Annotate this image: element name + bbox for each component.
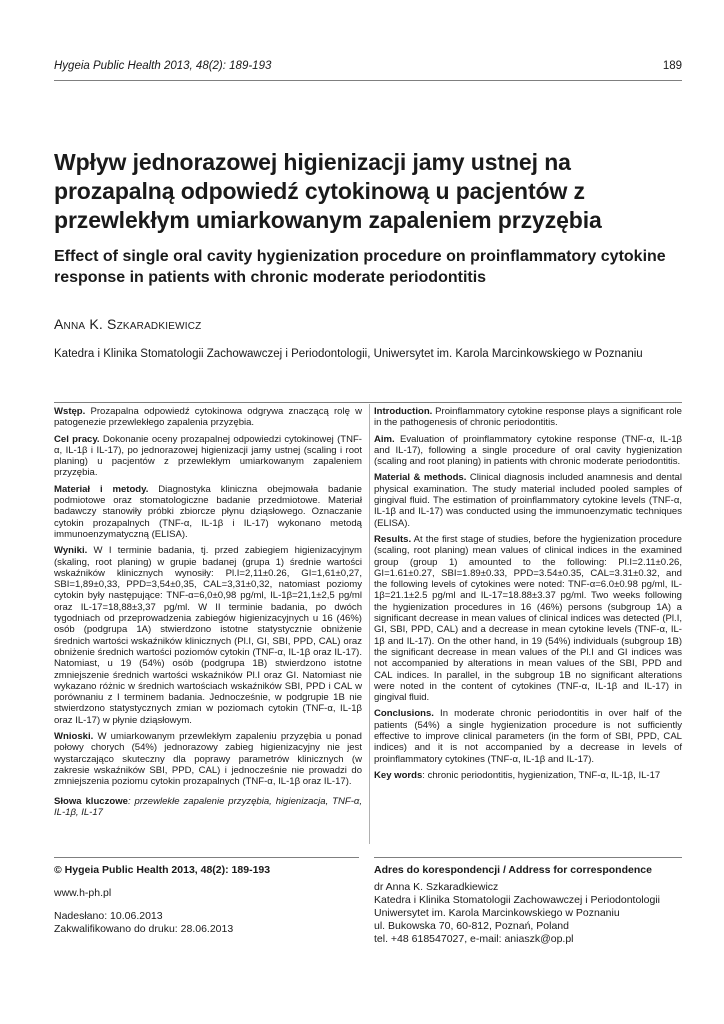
abstract-column-divider xyxy=(369,404,370,844)
keywords-label: Key words xyxy=(374,769,423,781)
abstract-pl-conclusions xyxy=(54,731,362,787)
abstract-en-conclusions xyxy=(374,708,682,764)
section-label: Results. xyxy=(374,533,412,545)
correspondence-line: ul. Bukowska 70, 60-812, Poznań, Poland xyxy=(374,920,569,932)
section-text: Evaluation of proinflammatory cytokine response (TNF-α, IL-1β and IL-17), following a single procedure of oral cavity hygienization (scaling and root planing) in patients with chronic moderate periodontitis. xyxy=(374,433,682,468)
abstract-pl-intro xyxy=(54,406,362,429)
section-label: Materiał i metody. xyxy=(54,483,149,495)
abstract-polish xyxy=(54,406,362,823)
section-label: Aim. xyxy=(374,433,395,445)
page-number: 189 xyxy=(662,60,682,72)
section-text: Diagnostyka kliniczna obejmowała badanie podmiotowe oraz stomatologiczne badanie przedmiotowe. Materiał badawczy stanowiły próbki zbiorcze płynu dziąsłowego. Oznaczanie cytokin prozapalnych (TNF-α, IL-1β i IL-17) wykonano metodą immunoenzymatyczną (ELISA). xyxy=(54,483,362,540)
section-label: Introduction. xyxy=(374,406,433,417)
abstract-en-methods xyxy=(374,472,682,528)
abstract-en-intro xyxy=(374,406,682,429)
correspondence-address xyxy=(374,864,682,946)
correspondence-line: dr Anna K. Szkaradkiewicz xyxy=(374,881,499,893)
footer-rule-left xyxy=(54,857,359,858)
section-text: Clinical diagnosis included anamnesis and dental physical examination. The study material included pooled samples of gingival fluid. The estimation of proinflammatory cytokine levels (TNF-α, IL-1β and IL-17) was conducted using the immunoenzymatic techniques (ELISA). xyxy=(374,472,682,529)
running-header xyxy=(54,60,682,76)
title-polish: Wpływ jednorazowej higienizacji jamy ustnej na prozapalną odpowiedź cytokinową u pacjentów z przewlekłym umiarkowanym zapaleniem przyzębia xyxy=(54,149,602,233)
abstract-english xyxy=(374,406,682,786)
correspondence-line: Uniwersytet im. Karola Marcinkowskiego w Poznaniu xyxy=(374,907,620,919)
correspondence-contact[interactable]: tel. +48 618547027, e-mail: aniaszk@op.pl xyxy=(374,933,574,945)
abstract-en-results xyxy=(374,534,682,703)
title-english: Effect of single oral cavity hygienization procedure on proinflammatory cytokine response in patients with chronic moderate periodontitis xyxy=(54,248,666,286)
copyright-notice: © Hygeia Public Health 2013, 48(2): 189-193 xyxy=(54,864,271,876)
section-label: Conclusions. xyxy=(374,708,434,720)
section-text: W umiarkowanym przewlekłym zapaleniu przyzębia u ponad połowy chorych (54%) jednorazowy zabieg higienizacyjny nie jest wystarczająco skuteczny dla poprawy parametrów klinicznych (w zakresie wskaźników SBI, PPD, CAL) i jednocześnie nie prowadzi do zmniejszenia poziomu cytokin prozapalnych (TNF-α, IL-1β oraz IL-17). xyxy=(54,731,362,788)
section-text: At the first stage of studies, before the hygienization procedure (scaling, root planing) mean values of clinical indices in the examined group (group 1) amounted to the following: Pl.I=2.11±0.26, GI=1.61±0.27, SBI=1.89±0.33, PPD=3.54±0.35, CAL=3.31±0.32, and the following levels of cytokines were noted: TNF-α=6.0±0.98 pg/ml, IL-1β=21.1±2.5 pg/ml and IL-17=18.88±3.37 pg/ml. Two weeks following the hygienization procedures in 16 (46%) persons (subgroup 1A) a significant decrease in mean values of clinical indices was detected (Pl.I, GI, SBI, PPD, CAL) and a decrease in mean cytokine levels (TNF-α, IL-1β and IL-17). On the other hand, in 19 (54%) individuals (subgroup 1B) the significant decrease in mean values of the Pl.I and GI indices was not accompanied by alterations in mean values of the SBI, PPD and CAL indices. In parallel, in the subgroup 1B no significant alterations were noted in the content of cytokines (TNF-α, IL-1β and IL-17) in gingival fluid. xyxy=(374,533,682,704)
keywords-text: : chronic periodontitis, hygienization, TNF-α, IL-1β, IL-17 xyxy=(422,769,661,781)
received-date: Nadesłano: 10.06.2013 xyxy=(54,910,163,922)
section-text: Dokonanie oceny prozapalnej odpowiedzi cytokinowej (TNF-α, IL-1β i IL-17), po jednorazowej higienizacji jamy ustnej (scaling i root planing) u pacjentów z przewlekłym umiarkowanym zapaleniem przyzębia. xyxy=(54,433,362,479)
section-label: Wyniki. xyxy=(54,545,88,557)
journal-website-link[interactable]: www.h-ph.pl xyxy=(54,887,112,899)
section-label: Material & methods. xyxy=(374,472,467,484)
correspondence-line: Katedra i Klinika Stomatologii Zachowawczej i Periodontologii xyxy=(374,894,660,906)
abstract-en-aim xyxy=(374,434,682,468)
abstract-pl-aim xyxy=(54,434,362,479)
author-affiliation: Katedra i Klinika Stomatologii Zachowawczej i Periodontologii, Uniwersytet im. Karola Marcinkowskiego w Poznaniu xyxy=(54,348,643,360)
keywords-text: : przewlekłe zapalenie przyzębia, higienizacja, TNF-α, IL-1β, IL-17 xyxy=(54,795,363,818)
section-text: W I terminie badania, tj. przed zabiegiem higienizacyjnym (skaling, root planing) w grupie badanej (grupa 1) średnie wartości wskaźników klinicznych wynosiły: Pl.I=2,11±0.26, GI=1,61±0,27, SBI=1,89±0,33, PPD=3,54±0,35, CAL=3,31±0,32, natomiast poziomy cytokin były następujące: TNF-α=6,0±0,98 pg/ml, IL-1β=21,1±2,5 pg/ml oraz IL-17=18,88±3,37 pg/ml. W II terminie badania, po dwóch tygodniach od przeprowadzenia zabiegów higienizacyjnych u 16 (46%) osób (podgrupa 1A) stwierdzono istotne statystycznie obniżenie średnich wartości wskaźników klinicznych (Pl.I, GI, SBI, PPD, CAL) oraz obniżenie średnich wartości poziomów cytokin (TNF-α, IL-1β oraz IL-17). Natomiast, u 19 (54%) osób (podgrupa 1B) stwierdzono istotne zmniejszenie średnich wartości wskaźników Pl.I oraz GI. Natomiast nie wykazano różnic w średnich wartościach wskaźników SBI, PPD i CAL w porównaniu z I terminem badania. Jednocześnie, w podgrupie 1B nie stwierdzono statystycznych zmian w poziomach cytokin (TNF-α, IL-1β oraz IL-17) w płynie dziąsłowym. xyxy=(54,545,362,726)
publication-info xyxy=(54,864,359,936)
section-text: In moderate chronic periodontitis in over half of the patients (54%) a single hygienization procedure is not sufficiently effective to improve clinical parameters (in the form of SBI, PPD, CAL indices) and it is not accompanied by a decrease in levels of proinflammatory cytokines (TNF-α, IL-1β and IL-17). xyxy=(374,708,682,765)
correspondence-heading: Adres do korespondencji / Address for correspondence xyxy=(374,864,652,876)
abstract-pl-methods xyxy=(54,484,362,540)
header-rule xyxy=(54,80,682,81)
section-label: Wnioski. xyxy=(54,731,94,743)
abstract-en-keywords xyxy=(374,770,682,781)
journal-citation: Hygeia Public Health 2013, 48(2): 189-193 xyxy=(54,60,272,72)
abstract-pl-results xyxy=(54,545,362,726)
accepted-date: Zakwalifikowano do druku: 28.06.2013 xyxy=(54,923,234,935)
section-label: Wstęp. xyxy=(54,406,86,417)
keywords-label: Słowa kluczowe xyxy=(54,795,128,807)
section-text: Prozapalna odpowiedź cytokinowa odgrywa znaczącą rolę w patogenezie przewlekłego zapalenia przyzębia. xyxy=(54,406,362,429)
author-name: Anna K. Szkaradkiewicz xyxy=(54,316,202,332)
abstract-top-rule xyxy=(54,402,682,403)
section-label: Cel pracy. xyxy=(54,433,100,445)
footer-rule-right xyxy=(374,857,682,858)
abstract-pl-keywords xyxy=(54,796,362,819)
section-text: Proinflammatory cytokine response plays a significant role in the pathogenesis of chronic periodontitis. xyxy=(374,406,682,429)
